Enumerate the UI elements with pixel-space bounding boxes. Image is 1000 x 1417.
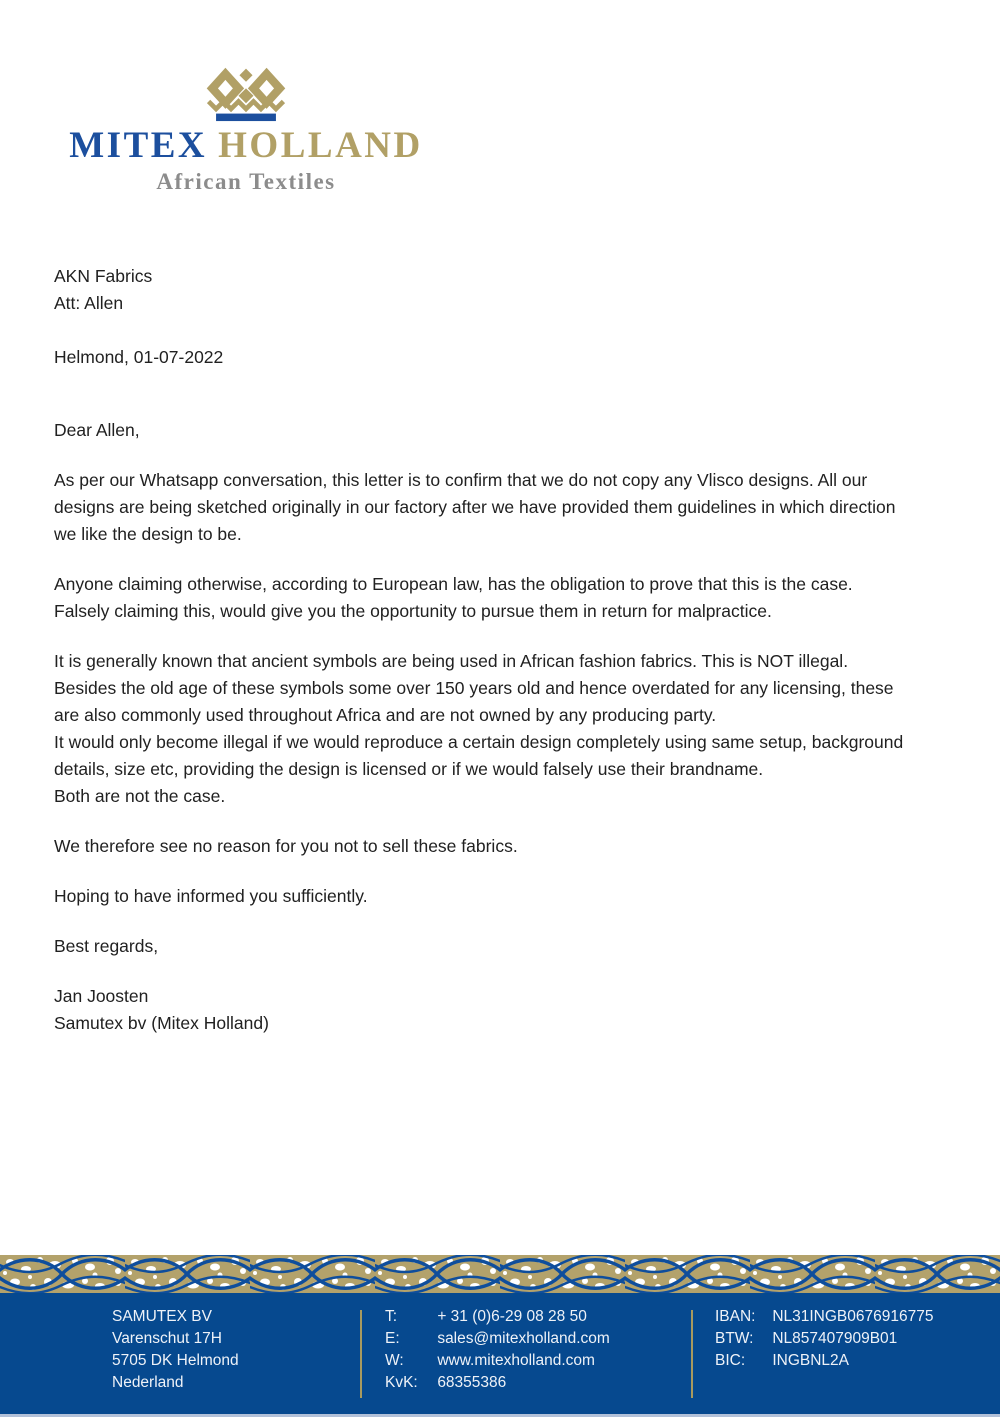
footer [0,1293,1000,1414]
phone-row [385,1306,610,1328]
phone-value: + 31 (0)6-29 08 28 50 [437,1308,587,1325]
crown-icon [198,64,294,122]
address-country: Nederland [112,1374,184,1391]
iban-row [715,1306,933,1328]
letter-paragraph: It would only become illegal if we would reproduce a certain design completely using same setup, background details, size etc, providing the design is licensed or if we would falsely use their brandname. [54,732,904,779]
footer-company-block [112,1306,239,1394]
signature-company: Samutex bv (Mitex Holland) [54,1013,269,1033]
btw-label: BTW: [715,1330,754,1347]
website-value: www.mitexholland.com [437,1352,595,1369]
letter-paragraph: Both are not the case. [54,786,226,806]
letter-paragraph: Hoping to have informed you sufficiently. [54,886,368,906]
closing: Best regards, [54,936,159,956]
kvk-label: KvK: [385,1374,418,1391]
btw-value: NL857407909B01 [772,1330,898,1347]
company-name: SAMUTEX BV [112,1308,212,1325]
kvk-row [385,1372,610,1394]
letter-paragraph: We therefore see no reason for you not to sell these fabrics. [54,836,518,856]
footer-bank-block [715,1306,933,1372]
iban-value: NL31INGB0676916775 [772,1308,934,1325]
decorative-wax-print-band [0,1255,1000,1293]
phone-label: T: [385,1308,398,1325]
brand-wordmark [60,127,432,166]
brand-name-mitex: MITEX [69,125,208,166]
email-row [385,1328,610,1350]
btw-row [715,1328,933,1350]
bic-label: BIC: [715,1352,746,1369]
footer-contact-block [385,1306,610,1394]
address-street: Varenschut 17H [112,1330,222,1347]
brand-name-holland: HOLLAND [218,125,423,166]
salutation: Dear Allen, [54,420,140,440]
crown-underline-bar [216,114,276,121]
brand-tagline: African Textiles [156,168,336,194]
kvk-value: 68355386 [437,1374,507,1391]
footer-divider [691,1310,693,1398]
bic-value: INGBNL2A [772,1352,849,1369]
letterhead-logo [60,64,432,195]
footer-divider [360,1310,362,1398]
website-label: W: [385,1352,404,1369]
letter-paragraph: It is generally known that ancient symbols are being used in African fashion fabrics. This is NOT illegal. Besides the old age of these symbols some over 150 years old and hence overdated for any licensing, these are also commonly used throughout Africa and are not owned by any producing party. [54,651,894,725]
recipient-attention: Att: Allen [54,293,124,313]
email-value: sales@mitexholland.com [437,1330,610,1347]
wave-pattern-icon [0,1255,1000,1293]
recipient-name: AKN Fabrics [54,266,153,286]
date-line: Helmond, 01-07-2022 [54,347,224,367]
letter-body [54,263,912,1037]
address-city: 5705 DK Helmond [112,1352,239,1369]
letter-paragraph: As per our Whatsapp conversation, this letter is to confirm that we do not copy any Vlisco designs. All our designs are being sketched originally in our factory after we have provided them guidelines in which direction we like the design to be. [54,470,896,544]
letter-paragraph: Anyone claiming otherwise, according to European law, has the obligation to prove that this is the case. Falsely claiming this, would give you the opportunity to pursue them in return for malpractice. [54,574,853,621]
email-label: E: [385,1330,400,1347]
bic-row [715,1350,933,1372]
website-row [385,1350,610,1372]
iban-label: IBAN: [715,1308,756,1325]
signature-name: Jan Joosten [54,986,149,1006]
